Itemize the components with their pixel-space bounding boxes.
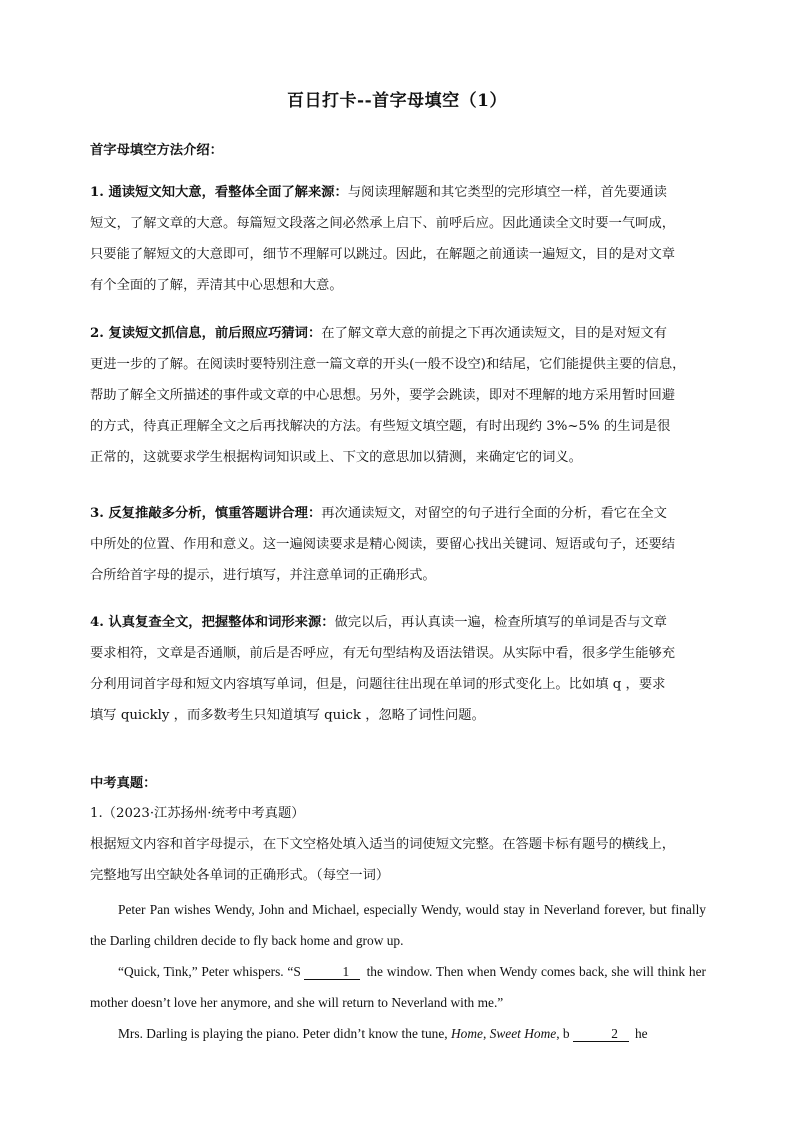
method-2-line: 在了解文章大意的前提之下再次通读短文，目的是对短文有	[321, 326, 667, 341]
passage-text: Mrs. Darling is playing the piano. Peter didn’t know the tune,	[118, 1026, 451, 1041]
method-2-line: 的方式，待真正理解全文之后再找解决的方法。有些短文填空题，有时出现约 3%~5% 的生词是很	[90, 419, 671, 434]
method-2	[90, 318, 712, 473]
question-block	[90, 798, 712, 891]
method-1-line: 短文，了解文章的大意。每篇短文段落之间必然承上启下、前呼后应。因此通读全文时要一气呵成，	[90, 216, 676, 231]
passage-text: , b	[556, 1026, 570, 1041]
method-3-lead: 3. 反复推敲多分析，慎重答题讲合理：	[90, 506, 322, 521]
passage-paragraph	[90, 1018, 706, 1049]
answer-blank-2[interactable]: 2	[573, 1026, 629, 1042]
method-3-line: 中所处的位置、作用和意义。这一遍阅读要求是精心阅读，要留心找出关键词、短语或句子，还要结	[90, 537, 676, 552]
method-2-lead: 2. 复读短文抓信息，前后照应巧猜词：	[90, 326, 322, 341]
method-3-line: 再次通读短文，对留空的句子进行全面的分析，看它在全文	[321, 506, 667, 521]
question-source: 1.（2023·江苏扬州·统考中考真题）	[90, 806, 305, 821]
method-2-line: 正常的，这就要求学生根据构词知识或上、下文的意思加以猜测，来确定它的词义。	[90, 450, 582, 465]
method-1-line: 与阅读理解题和其它类型的完形填空一样，首先要通读	[347, 185, 667, 200]
method-1-lead: 1. 通读短文知大意，看整体全面了解来源：	[90, 185, 348, 200]
method-2-line: 更进一步的了解。在阅读时要特别注意一篇文章的开头(一般不设空)和结尾，它们能提供主要的信息，	[90, 357, 686, 372]
passage-paragraph	[90, 956, 706, 1018]
question-instructions: 完整地写出空缺处各单词的正确形式。（每空一词）	[90, 868, 390, 883]
method-1-line: 只要能了解短文的大意即可，细节不理解可以跳过。因此，在解题之前通读一遍短文，目的是对文章	[90, 247, 676, 262]
passage-paragraph: Peter Pan wishes Wendy, John and Michael, especially Wendy, would stay in Neverland forever, but finally the Darling children decide to fly back home and grow up.	[90, 902, 706, 948]
question-instructions: 根据短文内容和首字母提示，在下文空格处填入适当的词使短文完整。在答题卡标有题号的横线上，	[90, 837, 676, 852]
song-title: Sweet Home	[489, 1026, 557, 1041]
passage-text: ,	[482, 1026, 490, 1041]
method-1-line: 有个全面的了解，弄清其中心思想和大意。	[90, 278, 343, 293]
method-3	[90, 498, 712, 591]
page-title: 百日打卡--首字母填空（1）	[287, 91, 507, 111]
method-4-line: 要求相符，文章是否通顺，前后是否呼应，有无句型结构及语法错误。从实际中看，很多学生能够充	[90, 646, 676, 661]
method-4-line: 做完以后，再认真读一遍，检查所填写的单词是否与文章	[334, 615, 667, 630]
method-3-line: 合所给首字母的提示，进行填写，并注意单词的正确形式。	[90, 568, 436, 583]
passage-text: “Quick, Tink,” Peter whispers. “S	[118, 964, 301, 979]
method-4	[90, 607, 712, 731]
passage-text: the window. Then when Wendy comes back, she will think her mother doesn’t love her anymore, and she will return to Neverland with me.”	[90, 964, 706, 1010]
song-title: Home	[450, 1026, 483, 1041]
answer-blank-1[interactable]: 1	[304, 964, 360, 980]
method-1	[90, 177, 712, 301]
passage	[90, 894, 706, 1049]
passage-text: he	[631, 1026, 648, 1041]
method-4-line: 填写 quickly ，而多数考生只知道填写 quick ，忽略了词性问题。	[90, 708, 485, 723]
exam-heading: 中考真题：	[90, 776, 157, 791]
method-heading: 首字母填空方法介绍：	[90, 143, 223, 158]
method-4-lead: 4. 认真复查全文，把握整体和词形来源：	[90, 615, 335, 630]
method-4-line: 分利用词首字母和短文内容填写单词，但是，问题往往出现在单词的形式变化上。比如填 q ，要求	[90, 677, 666, 692]
method-2-line: 帮助了解全文所描述的事件或文章的中心思想。另外，要学会跳读，即对不理解的地方采用暂时回避	[90, 388, 676, 403]
